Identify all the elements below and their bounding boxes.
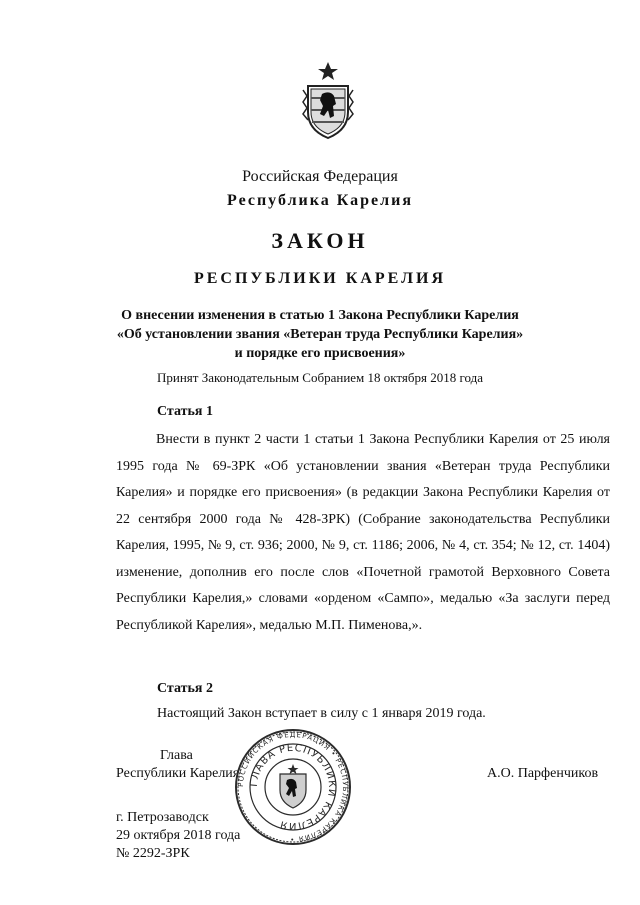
republic-label: Республика Карелия (227, 192, 413, 209)
signatory-name: А.О. Парфенчиков (487, 766, 599, 781)
law-heading: ЗАКОН (271, 228, 369, 253)
signatory-title-republic: Республики Карелия (116, 766, 240, 781)
adoption-note: Принят Законодательным Собранием 18 октября 2018 года (156, 370, 484, 385)
coat-of-arms-emblem (300, 60, 356, 140)
signatory-title: Глава (160, 748, 193, 763)
seal-outer-text: РОССИЙСКАЯ ФЕДЕРАЦИЯ • РЕСПУБЛИКА КАРЕЛИЯ • (236, 730, 350, 844)
article-1-heading: Статья 1 (157, 404, 213, 419)
issue-date: 29 октября 2018 года (116, 828, 241, 843)
law-number: № 2292-ЗРК (116, 846, 190, 861)
seal-inner-text: ГЛАВА РЕСПУБЛИКИ КАРЕЛИЯ (248, 742, 338, 832)
law-title-line: «Об установлении звания «Ветеран труда Республики Карелия» (116, 327, 524, 342)
law-subheading: РЕСПУБЛИКИ КАРЕЛИЯ (193, 270, 447, 287)
official-seal (234, 728, 352, 846)
federation-label: Российская Федерация (242, 168, 398, 185)
issue-city: г. Петрозаводск (116, 810, 209, 825)
law-title (0, 306, 640, 363)
article-2-heading: Статья 2 (157, 681, 213, 696)
law-title-line: и порядке его присвоения» (234, 346, 406, 361)
article-2-text: Настоящий Закон вступает в силу с 1 января 2019 года. (157, 706, 486, 721)
article-1-text: Внести в пункт 2 части 1 статьи 1 Закона Республики Карелия от 25 июля 1995 года № 69-ЗРК «Об установлении звания «Ветеран труда Республики Карелия» и порядке его присвоения» (в редакции Закона Республики Карелия от 22 сентября 2000 года № 428-ЗРК) (Собрание законодательства Республики Карелия, 1995, № 9, ст. 936; 2000, № 9, ст. 1186; 2006, № 4, ст. 354; № 12, ст. 1404) изменение, дополнив его после слов «Почетной грамотой Верховного Совета Республики Карелия,» словами «орденом «Сампо», медалью «За заслуги перед Республикой Карелия», медалью М.П. Пименова,». (116, 432, 610, 633)
law-title-line: О внесении изменения в статью 1 Закона Республики Карелия (121, 308, 519, 323)
